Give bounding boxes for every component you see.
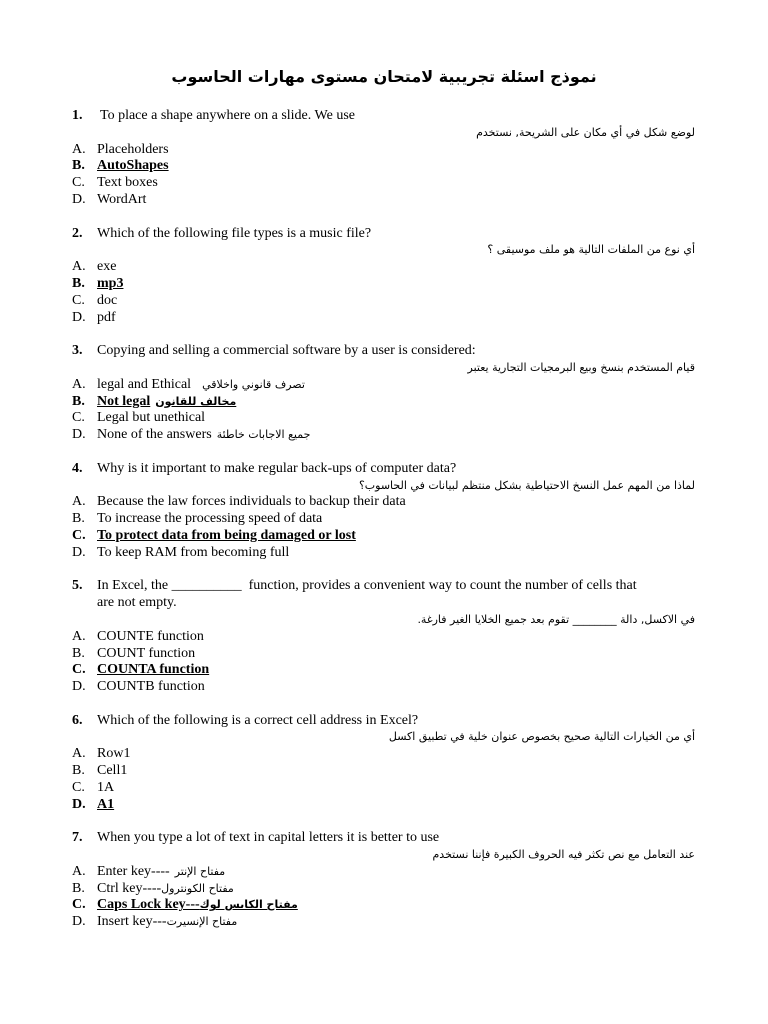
question-header bbox=[72, 108, 695, 125]
option-b bbox=[72, 511, 695, 528]
option-text: AutoShapes bbox=[97, 158, 169, 174]
option-letter: C. bbox=[72, 527, 86, 543]
question-text: When you type a lot of text in capital letters it is better to use bbox=[97, 830, 440, 846]
option-body bbox=[97, 394, 236, 411]
option-text: COUNTB function bbox=[97, 679, 205, 695]
option-c bbox=[72, 528, 695, 545]
option-text: Because the law forces individuals to backup their data bbox=[97, 494, 406, 510]
option-text: A1 bbox=[97, 796, 115, 812]
option-body bbox=[97, 897, 298, 914]
option-d bbox=[72, 914, 695, 931]
option-letter: D. bbox=[72, 309, 86, 325]
option-letter: A. bbox=[72, 259, 86, 275]
option-a bbox=[72, 142, 695, 159]
option-text: Legal but unethical bbox=[97, 410, 206, 426]
option-text: None of the answers bbox=[97, 427, 212, 443]
question-7 bbox=[72, 830, 695, 931]
option-letter: D. bbox=[72, 679, 86, 695]
question-text: Why is it important to make regular back-ups of computer data? bbox=[97, 460, 457, 476]
option-d bbox=[72, 679, 695, 696]
option-letter: B. bbox=[72, 158, 85, 174]
option-letter: A. bbox=[72, 746, 86, 762]
option-text-arabic: مفتاح الكابس لوك bbox=[199, 898, 298, 912]
question-6 bbox=[72, 713, 695, 814]
option-letter: D. bbox=[72, 544, 86, 560]
question-header bbox=[72, 343, 695, 360]
question-text-arabic: لماذا من المهم عمل النسخ الاحتياطية بشكل منتظم لبيانات في الحاسوب؟ bbox=[358, 478, 695, 492]
option-b bbox=[72, 276, 695, 293]
option-letter: D. bbox=[72, 191, 86, 207]
option-text: WordArt bbox=[97, 191, 147, 207]
option-text-arabic: جميع الاجابات خاطئة bbox=[216, 428, 311, 442]
option-text: Caps Lock key--- bbox=[97, 897, 200, 913]
option-letter: A. bbox=[72, 863, 86, 879]
question-number: 2. bbox=[72, 225, 83, 241]
option-letter: A. bbox=[72, 376, 86, 392]
option-text: exe bbox=[97, 259, 117, 275]
question-text-arabic: أي من الخيارات التالية صحيح بخصوص عنوان خلية في تطبيق اكسل bbox=[388, 730, 695, 744]
option-c bbox=[72, 293, 695, 310]
option-a bbox=[72, 494, 695, 511]
option-letter: D. bbox=[72, 914, 86, 930]
option-text: To increase the processing speed of data bbox=[97, 511, 323, 527]
option-text: pdf bbox=[97, 309, 116, 325]
question-header bbox=[72, 830, 695, 847]
option-text: Insert key--- bbox=[97, 914, 167, 930]
question-header bbox=[72, 713, 695, 730]
option-b bbox=[72, 394, 695, 411]
option-letter: A. bbox=[72, 628, 86, 644]
question-number: 1. bbox=[72, 108, 83, 123]
option-text-arabic: مفتاح الإنسيرت bbox=[166, 915, 238, 929]
question-text: Which of the following is a correct cell address in Excel? bbox=[97, 712, 419, 728]
option-text-arabic: مخالف للقانون bbox=[155, 394, 237, 408]
question-number: 7. bbox=[72, 830, 83, 846]
question-number: 5. bbox=[72, 578, 83, 594]
option-text: COUNT function bbox=[97, 645, 196, 661]
option-b bbox=[72, 881, 695, 898]
option-letter: A. bbox=[72, 494, 86, 510]
option-text: doc bbox=[97, 292, 118, 308]
option-letter: C. bbox=[72, 897, 86, 913]
option-body bbox=[97, 881, 234, 898]
option-d bbox=[72, 192, 695, 209]
question-text: To place a shape anywhere on a slide. We use bbox=[100, 108, 355, 123]
option-letter: C. bbox=[72, 292, 85, 308]
option-a bbox=[72, 377, 695, 394]
question-5 bbox=[72, 578, 695, 696]
option-letter: D. bbox=[72, 796, 86, 812]
option-b bbox=[72, 158, 695, 175]
question-text-arabic: أي نوع من الملفات التالية هو ملف موسيقى ؟ bbox=[487, 243, 695, 257]
option-body bbox=[97, 427, 310, 444]
option-text: Ctrl key---- bbox=[97, 880, 162, 896]
option-a bbox=[72, 746, 695, 763]
option-letter: B. bbox=[72, 645, 85, 661]
option-letter: C. bbox=[72, 779, 85, 795]
question-header bbox=[72, 461, 695, 478]
question-list bbox=[72, 108, 695, 948]
option-b bbox=[72, 763, 695, 780]
option-d bbox=[72, 427, 695, 444]
option-text: Enter key---- bbox=[97, 863, 170, 879]
option-c bbox=[72, 780, 695, 797]
option-body bbox=[97, 864, 225, 881]
question-2 bbox=[72, 226, 695, 327]
option-letter: C. bbox=[72, 410, 85, 426]
question-number: 4. bbox=[72, 460, 83, 476]
option-text: COUNTE function bbox=[97, 628, 204, 644]
option-d bbox=[72, 310, 695, 327]
question-text-arabic: قيام المستخدم بنسخ وبيع البرمجيات التجارية يعتبر bbox=[467, 360, 695, 374]
question-4 bbox=[72, 461, 695, 562]
option-text: Row1 bbox=[97, 746, 131, 762]
option-letter: C. bbox=[72, 662, 86, 678]
option-text: COUNTA function bbox=[97, 662, 210, 678]
question-text: Which of the following file types is a music file? bbox=[97, 225, 372, 241]
question-text-arabic: في الاكسل, دالة ________ تقوم بعد جميع الخلايا الغير فارغة. bbox=[417, 612, 695, 626]
option-letter: C. bbox=[72, 175, 85, 191]
option-text: To protect data from being damaged or lost bbox=[97, 527, 356, 543]
option-c bbox=[72, 897, 695, 914]
option-letter: B. bbox=[72, 275, 85, 291]
question-header bbox=[72, 578, 695, 612]
option-letter: D. bbox=[72, 427, 86, 443]
option-text: Placeholders bbox=[97, 141, 169, 157]
option-a bbox=[72, 629, 695, 646]
option-letter: B. bbox=[72, 880, 85, 896]
option-text: Text boxes bbox=[97, 175, 158, 191]
option-letter: B. bbox=[72, 511, 85, 527]
option-c bbox=[72, 175, 695, 192]
option-d bbox=[72, 797, 695, 814]
question-header bbox=[72, 226, 695, 243]
question-3 bbox=[72, 343, 695, 444]
question-text: Copying and selling a commercial software by a user is considered: bbox=[97, 343, 476, 359]
option-text: mp3 bbox=[97, 275, 124, 291]
option-text-arabic: مفتاح الكونترول bbox=[161, 881, 234, 895]
question-number: 3. bbox=[72, 343, 83, 359]
option-a bbox=[72, 259, 695, 276]
option-text: Not legal bbox=[97, 393, 151, 409]
option-letter: B. bbox=[72, 393, 85, 409]
option-body bbox=[97, 914, 237, 931]
option-c bbox=[72, 410, 695, 427]
question-text-arabic: عند التعامل مع نص تكثر فيه الحروف الكبيرة فإننا نستخدم bbox=[432, 848, 695, 862]
option-letter: A. bbox=[72, 141, 86, 157]
option-text: legal and Ethical bbox=[97, 376, 192, 392]
question-text: In Excel, the __________ function, provides a convenient way to count the number of cells that are not empty. bbox=[97, 578, 637, 611]
question-text-arabic: لوضع شكل في أي مكان على الشريحة, نستخدم bbox=[476, 125, 695, 139]
option-c bbox=[72, 662, 695, 679]
option-d bbox=[72, 545, 695, 562]
option-text: To keep RAM from becoming full bbox=[97, 544, 290, 560]
question-1 bbox=[72, 108, 695, 209]
option-text-arabic: تصرف قانوني واخلاقي bbox=[202, 377, 305, 391]
option-text: Cell1 bbox=[97, 763, 128, 779]
option-b bbox=[72, 646, 695, 663]
option-letter: B. bbox=[72, 763, 85, 779]
question-number: 6. bbox=[72, 712, 83, 728]
option-text-arabic: مفتاح الإنتر bbox=[174, 864, 226, 878]
option-a bbox=[72, 864, 695, 881]
page-title: نموذج اسئلة تجريبية لامتحان مستوى مهارات الحاسوب bbox=[171, 67, 597, 86]
option-body bbox=[97, 377, 305, 394]
option-text: 1A bbox=[97, 779, 115, 795]
